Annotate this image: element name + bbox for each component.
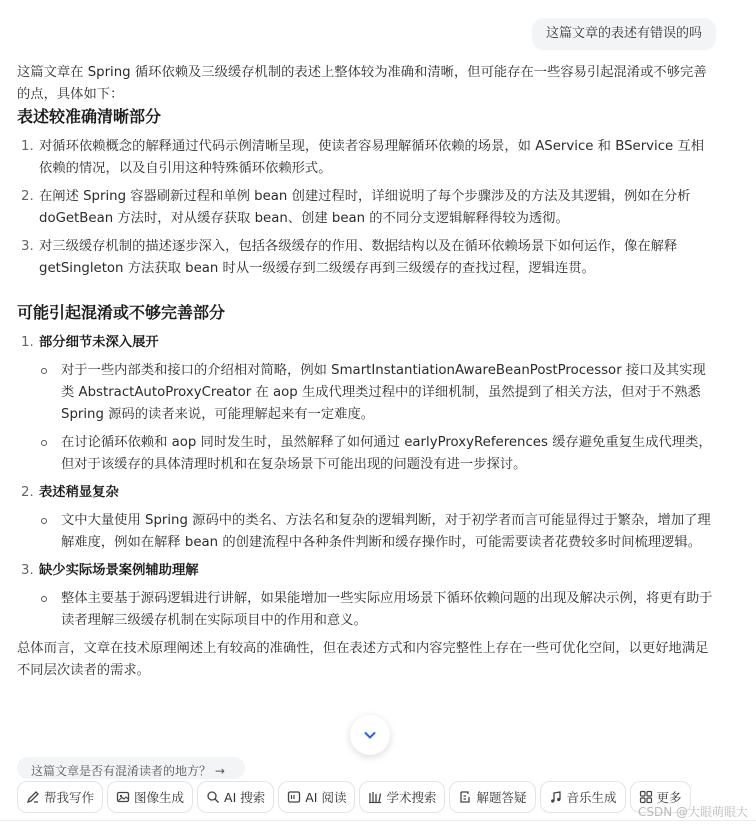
user-message-bubble	[532, 18, 716, 50]
bullet-circle-icon	[41, 518, 47, 524]
tool-label: 学术搜索	[386, 790, 437, 805]
read-icon	[287, 790, 301, 804]
scroll-down-button[interactable]	[350, 715, 390, 755]
grid-icon	[639, 790, 653, 804]
bullet-item	[39, 360, 717, 426]
bullet-item	[39, 510, 717, 554]
issue-bullets	[39, 360, 717, 476]
bullet-text: 整体主要基于源码逻辑进行讲解，如果能增加一些实际应用场景下循环依赖问题的出现及解决示例，将更有助于读者理解三级缓存机制在实际项目中的作用和意义。	[61, 591, 713, 628]
tool-write-button[interactable]	[17, 781, 103, 813]
issue-title: 表述稍显复杂	[39, 485, 119, 500]
bullet-text: 对于一些内部类和接口的介绍相对简略，例如 SmartInstantiationAwareBeanPostProcessor 接口及其实现类 AbstractAutoProxyCreator 在 aop 生成代理类过程中的详细机制，虽然提到了相关方法，但对于不熟悉 Spring 源码的读者来说，可能理解起来有一定难度。	[61, 363, 706, 422]
section-heading-accurate: 表述较准确清晰部分	[17, 107, 162, 126]
answer-intro: 这篇文章在 Spring 循环依赖及三级缓存机制的表述上整体较为准确和清晰，但可能存在一些容易引起混淆或不够完善的点，具体如下：	[17, 65, 707, 102]
input-box-edge[interactable]	[0, 820, 756, 825]
list-item-text: 在阐述 Spring 容器刷新过程和单例 bean 创建过程时，详细说明了每个步骤涉及的方法及其逻辑，例如在分析 doGetBean 方法时，对从缓存获取 bean、创建 bean 的不同分支逻辑解释得较为透彻。	[39, 189, 691, 226]
music-icon	[549, 790, 563, 804]
tool-ai-search-button[interactable]	[197, 781, 274, 813]
tool-label: 音乐生成	[566, 790, 617, 805]
issue-bullets	[39, 588, 717, 632]
list-item-text: 对三级缓存机制的描述逐步深入，包括各级缓存的作用、数据结构以及在循环依赖场景下如何运作，像在解释 getSingleton 方法获取 bean 时从一级缓存到二级缓存再到三级缓存的查找过程，逻辑连贯。	[39, 239, 678, 276]
tool-label: 更多	[656, 790, 682, 805]
bullet-circle-icon	[41, 368, 47, 374]
tool-music-button[interactable]	[540, 781, 626, 813]
list-number: 2.	[21, 485, 34, 500]
issue-title: 部分细节未深入展开	[39, 335, 159, 350]
bullet-text: 在讨论循环依赖和 aop 同时发生时，虽然解释了如何通过 earlyProxyReferences 缓存避免重复生成代理类，但对于该缓存的具体清理时机和在复杂场景下可能出现的问题没有进一步探讨。	[61, 435, 712, 472]
tool-label: 帮我写作	[44, 790, 95, 805]
bullet-circle-icon	[41, 596, 47, 602]
bullet-item	[39, 432, 717, 476]
tool-label: AI 阅读	[305, 790, 347, 805]
list-item	[17, 136, 717, 180]
list-number: 3.	[21, 563, 34, 578]
question-icon	[458, 790, 472, 804]
list-item	[17, 236, 717, 280]
pen-icon	[26, 790, 40, 804]
tool-question-button[interactable]	[449, 781, 535, 813]
tool-label: 解题答疑	[476, 790, 527, 805]
list-item	[17, 482, 717, 554]
suggested-question-text: 这篇文章是否有混淆读者的地方？ →	[31, 764, 225, 778]
tool-ai-read-button[interactable]	[278, 781, 355, 813]
tool-bar	[17, 781, 691, 813]
assistant-answer	[17, 62, 717, 682]
tool-image-button[interactable]	[107, 781, 193, 813]
list-number: 1.	[21, 139, 34, 154]
list-number: 3.	[21, 239, 34, 254]
list-number: 1.	[21, 335, 34, 350]
bullet-item	[39, 588, 717, 632]
list-item	[17, 560, 717, 632]
bullet-circle-icon	[41, 440, 47, 446]
accurate-list	[17, 136, 717, 280]
bullet-text: 文中大量使用 Spring 源码中的类名、方法名和复杂的逻辑判断，对于初学者而言可能显得过于繁杂，增加了理解难度，例如在解释 bean 的创建流程中各种条件判断和缓存操作时，可能需要读者花费较多时间梳理逻辑。	[61, 513, 711, 550]
suggested-question[interactable]	[17, 757, 245, 779]
csdn-watermark: CSDN @大眼萌眼大	[637, 805, 748, 819]
chevron-down-icon	[362, 727, 378, 743]
tool-academic-button[interactable]	[359, 781, 445, 813]
issue-title: 缺少实际场景案例辅助理解	[39, 563, 199, 578]
tool-label: AI 搜索	[224, 790, 266, 805]
academic-icon	[368, 790, 382, 804]
list-item	[17, 186, 717, 230]
list-item	[17, 332, 717, 476]
answer-conclusion: 总体而言，文章在技术原理阐述上有较高的准确性，但在表述方式和内容完整性上存在一些可优化空间，以更好地满足不同层次读者的需求。	[17, 641, 709, 678]
list-item-text: 对循环依赖概念的解释通过代码示例清晰呈现，使读者容易理解循环依赖的场景，如 AService 和 BService 互相依赖的情况，以及自引用这种特殊循环依赖形式。	[39, 139, 705, 176]
issue-bullets	[39, 510, 717, 554]
image-icon	[116, 790, 130, 804]
user-message-text: 这篇文章的表述有错误的吗	[545, 26, 702, 41]
list-number: 2.	[21, 189, 34, 204]
search-icon	[206, 790, 220, 804]
section-heading-issues: 可能引起混淆或不够完善部分	[17, 303, 226, 322]
issues-list	[17, 332, 717, 632]
tool-label: 图像生成	[134, 790, 185, 805]
